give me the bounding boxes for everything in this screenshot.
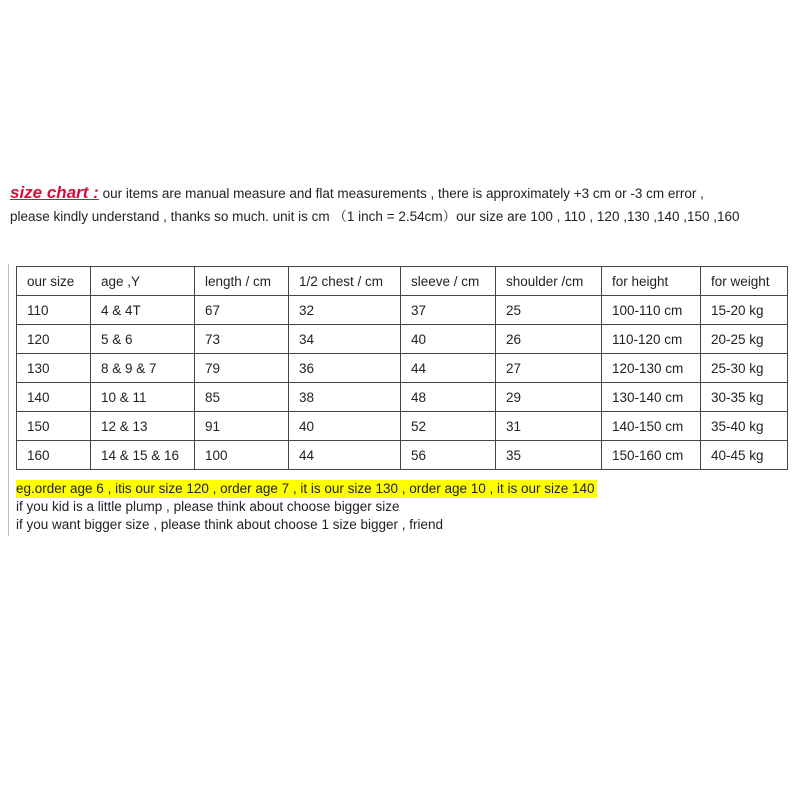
table-header-row xyxy=(17,267,788,296)
cell-length: 73 xyxy=(195,325,289,354)
cell-shoulder: 31 xyxy=(496,412,602,441)
cell-sleeve: 44 xyxy=(401,354,496,383)
intro-line-2: please kindly understand , thanks so much. unit is cm （1 inch = 2.54cm）our size are 100 , 110 , 120 ,130 ,140 ,150 ,160 xyxy=(10,209,740,224)
size-table xyxy=(16,266,788,470)
cell-size: 110 xyxy=(17,296,91,325)
cell-length: 91 xyxy=(195,412,289,441)
cell-shoulder: 25 xyxy=(496,296,602,325)
cell-sleeve: 40 xyxy=(401,325,496,354)
cell-weight: 20-25 kg xyxy=(701,325,788,354)
cell-size: 120 xyxy=(17,325,91,354)
cell-age: 12 & 13 xyxy=(91,412,195,441)
cell-age: 8 & 9 & 7 xyxy=(91,354,195,383)
table-row xyxy=(17,412,788,441)
cell-weight: 35-40 kg xyxy=(701,412,788,441)
cell-age: 4 & 4T xyxy=(91,296,195,325)
order-example-highlight: eg.order age 6 , itis our size 120 , order age 7 , it is our size 130 , order age 10 , it is our size 140 xyxy=(16,481,595,496)
table-row xyxy=(17,296,788,325)
cell-chest: 32 xyxy=(289,296,401,325)
plump-note: if you kid is a little plump , please think about choose bigger size xyxy=(16,499,400,514)
cell-length: 85 xyxy=(195,383,289,412)
cell-weight: 15-20 kg xyxy=(701,296,788,325)
intro-line-1: our items are manual measure and flat measurements , there is approximately +3 cm or -3 cm error , xyxy=(98,186,704,201)
header-sleeve: sleeve / cm xyxy=(401,267,496,296)
cell-size: 140 xyxy=(17,383,91,412)
cell-age: 10 & 11 xyxy=(91,383,195,412)
cell-length: 67 xyxy=(195,296,289,325)
cell-size: 150 xyxy=(17,412,91,441)
cell-chest: 34 xyxy=(289,325,401,354)
cell-weight: 40-45 kg xyxy=(701,441,788,470)
cell-height: 110-120 cm xyxy=(602,325,701,354)
left-divider xyxy=(8,264,9,536)
table-row xyxy=(17,325,788,354)
cell-age: 5 & 6 xyxy=(91,325,195,354)
header-weight: for weight xyxy=(701,267,788,296)
cell-weight: 30-35 kg xyxy=(701,383,788,412)
cell-size: 160 xyxy=(17,441,91,470)
cell-size: 130 xyxy=(17,354,91,383)
cell-age: 14 & 15 & 16 xyxy=(91,441,195,470)
cell-shoulder: 27 xyxy=(496,354,602,383)
cell-height: 140-150 cm xyxy=(602,412,701,441)
cell-sleeve: 48 xyxy=(401,383,496,412)
cell-height: 120-130 cm xyxy=(602,354,701,383)
notes xyxy=(16,480,597,534)
header-shoulder: shoulder /cm xyxy=(496,267,602,296)
table-row xyxy=(17,441,788,470)
cell-height: 100-110 cm xyxy=(602,296,701,325)
header-age: age ,Y xyxy=(91,267,195,296)
cell-height: 130-140 cm xyxy=(602,383,701,412)
cell-chest: 38 xyxy=(289,383,401,412)
cell-shoulder: 35 xyxy=(496,441,602,470)
cell-chest: 36 xyxy=(289,354,401,383)
cell-length: 79 xyxy=(195,354,289,383)
cell-height: 150-160 cm xyxy=(602,441,701,470)
table-row xyxy=(17,354,788,383)
cell-chest: 44 xyxy=(289,441,401,470)
cell-chest: 40 xyxy=(289,412,401,441)
size-chart-title: size chart : xyxy=(10,183,99,202)
cell-weight: 25-30 kg xyxy=(701,354,788,383)
intro-text xyxy=(10,181,795,228)
header-chest: 1/2 chest / cm xyxy=(289,267,401,296)
cell-sleeve: 56 xyxy=(401,441,496,470)
cell-sleeve: 37 xyxy=(401,296,496,325)
cell-shoulder: 26 xyxy=(496,325,602,354)
header-height: for height xyxy=(602,267,701,296)
cell-sleeve: 52 xyxy=(401,412,496,441)
table-row xyxy=(17,383,788,412)
header-our-size: our size xyxy=(17,267,91,296)
header-length: length / cm xyxy=(195,267,289,296)
bigger-size-note: if you want bigger size , please think about choose 1 size bigger , friend xyxy=(16,517,444,532)
cell-shoulder: 29 xyxy=(496,383,602,412)
cell-length: 100 xyxy=(195,441,289,470)
